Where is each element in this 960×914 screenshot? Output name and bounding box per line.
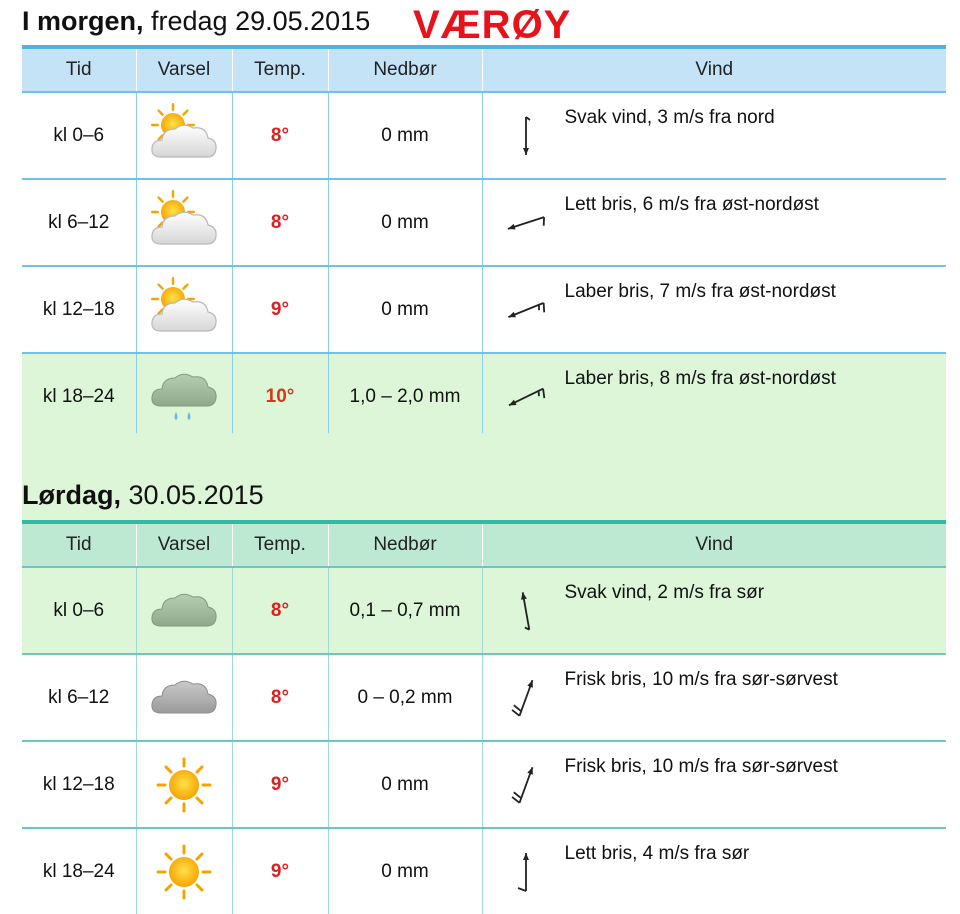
header-temp: Temp. — [232, 522, 328, 567]
wind-arrow-ene-icon — [501, 372, 551, 422]
wind-text: Svak vind, 2 m/s fra sør — [564, 582, 765, 603]
header-varsel: Varsel — [136, 522, 232, 567]
wind-text: Lett bris, 4 m/s fra sør — [564, 843, 750, 864]
wind-text: Frisk bris, 10 m/s fra sør-sørvest — [564, 669, 838, 690]
precip-cell: 0 mm — [328, 828, 482, 914]
forecast-table-friday — [22, 45, 946, 439]
temp-cell: 8° — [232, 567, 328, 654]
temp-cell: 8° — [232, 179, 328, 266]
wind-arrow-ene-icon — [501, 285, 551, 335]
table-row — [22, 266, 946, 353]
time-cell: kl 18–24 — [22, 353, 136, 439]
wind-arrow-ssw-icon — [501, 760, 551, 810]
partly-cloudy-icon — [149, 188, 219, 258]
temp-cell: 9° — [232, 828, 328, 914]
sun-icon — [149, 750, 219, 820]
header-vind: Vind — [482, 47, 946, 92]
precip-cell: 0 mm — [328, 741, 482, 828]
precip-cell: 1,0 – 2,0 mm — [328, 353, 482, 439]
grey-cloud-icon — [149, 663, 219, 733]
wind-text: Frisk bris, 10 m/s fra sør-sørvest — [564, 756, 838, 777]
time-cell: kl 0–6 — [22, 567, 136, 654]
header-temp: Temp. — [232, 47, 328, 92]
partly-cloudy-icon — [149, 101, 219, 171]
table-row — [22, 353, 946, 439]
day-title-friday: I morgen, fredag 29.05.2015 — [22, 6, 371, 36]
wind-text: Laber bris, 8 m/s fra øst-nordøst — [564, 368, 836, 389]
wind-text: Lett bris, 6 m/s fra øst-nordøst — [564, 194, 819, 215]
wind-text: Laber bris, 7 m/s fra øst-nordøst — [564, 281, 836, 302]
header-nedbor: Nedbør — [328, 47, 482, 92]
precip-cell: 0 mm — [328, 266, 482, 353]
temp-cell: 8° — [232, 654, 328, 741]
temp-cell: 8° — [232, 92, 328, 179]
forecast-table-saturday — [22, 520, 946, 914]
wind-arrow-south-icon — [501, 586, 551, 636]
temp-cell: 9° — [232, 741, 328, 828]
time-cell: kl 18–24 — [22, 828, 136, 914]
header-vind: Vind — [482, 522, 946, 567]
rain-cloud-icon — [149, 362, 219, 432]
table-row — [22, 179, 946, 266]
table-row — [22, 654, 946, 741]
day-title-saturday: Lørdag, 30.05.2015 — [22, 480, 264, 510]
sun-icon — [149, 837, 219, 907]
wind-arrow-ssw-icon — [501, 673, 551, 723]
header-tid: Tid — [22, 522, 136, 567]
wind-arrow-ene-icon — [501, 198, 551, 248]
header-nedbor: Nedbør — [328, 522, 482, 567]
wind-text: Svak vind, 3 m/s fra nord — [564, 107, 775, 128]
time-cell: kl 0–6 — [22, 92, 136, 179]
wind-arrow-south-icon — [501, 847, 551, 897]
table-row — [22, 92, 946, 179]
time-cell: kl 6–12 — [22, 179, 136, 266]
location-label: VÆRØY — [413, 3, 572, 47]
precip-cell: 0 mm — [328, 92, 482, 179]
table-row — [22, 567, 946, 654]
wind-arrow-north-icon — [501, 111, 551, 161]
green-cloud-icon — [149, 576, 219, 646]
time-cell: kl 6–12 — [22, 654, 136, 741]
precip-cell: 0,1 – 0,7 mm — [328, 567, 482, 654]
temp-cell: 9° — [232, 266, 328, 353]
table-row — [22, 828, 946, 914]
header-tid: Tid — [22, 47, 136, 92]
time-cell: kl 12–18 — [22, 741, 136, 828]
precip-cell: 0 mm — [328, 179, 482, 266]
partly-cloudy-icon — [149, 275, 219, 345]
temp-cell: 10° — [232, 353, 328, 439]
time-cell: kl 12–18 — [22, 266, 136, 353]
header-varsel: Varsel — [136, 47, 232, 92]
precip-cell: 0 – 0,2 mm — [328, 654, 482, 741]
table-row — [22, 741, 946, 828]
